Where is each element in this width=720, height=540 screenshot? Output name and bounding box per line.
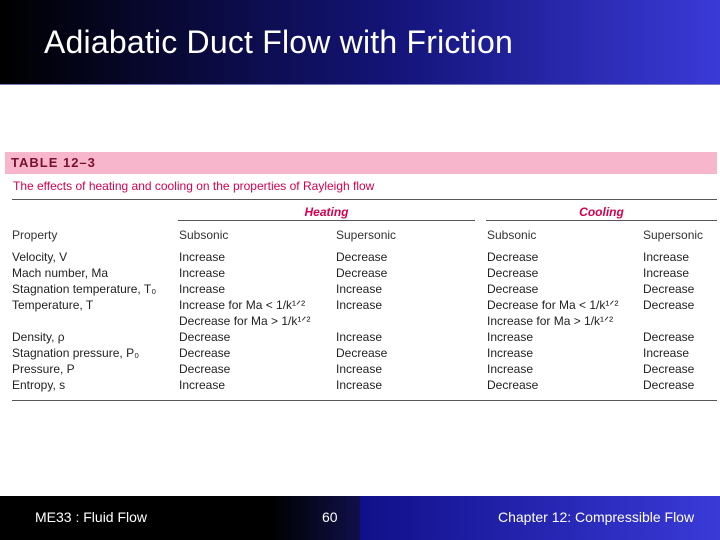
col-header-heating-subsonic: Subsonic [179, 228, 229, 242]
cell-cooling-supersonic: Increase [643, 250, 690, 264]
cell-heating-supersonic: Decrease [336, 266, 388, 280]
cell-heating-subsonic: Increase [179, 266, 226, 280]
table-label: TABLE 12–3 [5, 152, 717, 174]
cell-heating-supersonic: Increase [336, 282, 383, 296]
group-cooling: Cooling [579, 205, 624, 219]
slide-header [0, 0, 720, 85]
cell-heating-supersonic: Decrease [336, 346, 388, 360]
slide-footer [0, 496, 720, 540]
col-header-cooling-supersonic: Supersonic [643, 228, 704, 242]
cell-cooling-subsonic: Increase for Ma > 1/k¹ᐟ² [487, 314, 614, 328]
cell-cooling-subsonic: Increase [487, 346, 534, 360]
cell-heating-subsonic: Increase for Ma < 1/k¹ᐟ² [179, 298, 306, 312]
slide-title: Adiabatic Duct Flow with Friction [44, 24, 513, 60]
col-header-heating-supersonic: Supersonic [336, 228, 397, 242]
cell-property: Pressure, P [12, 362, 75, 376]
cell-heating-supersonic: Increase [336, 330, 383, 344]
cell-property: Mach number, Ma [12, 266, 109, 280]
cell-cooling-subsonic: Increase [487, 330, 534, 344]
cooling-group-rule [486, 220, 717, 221]
footer-chapter: Chapter 12: Compressible Flow [498, 509, 695, 525]
cell-cooling-subsonic: Decrease [487, 266, 539, 280]
cell-heating-subsonic: Increase [179, 282, 226, 296]
cell-heating-supersonic: Increase [336, 298, 383, 312]
cell-cooling-supersonic: Increase [643, 346, 690, 360]
cell-heating-supersonic: Decrease [336, 250, 388, 264]
cell-heating-subsonic: Decrease [179, 346, 231, 360]
table-bottom-rule [12, 400, 717, 401]
footer-right-panel [360, 496, 720, 540]
cell-heating-subsonic: Decrease [179, 330, 231, 344]
cell-cooling-supersonic: Decrease [643, 282, 695, 296]
cell-heating-supersonic: Increase [336, 362, 383, 376]
table-caption: The effects of heating and cooling on the properties of Rayleigh flow [13, 179, 375, 193]
col-header-property: Property [12, 228, 58, 242]
cell-heating-subsonic: Increase [179, 378, 226, 392]
rayleigh-table [5, 152, 717, 193]
cell-cooling-supersonic: Decrease [643, 378, 695, 392]
footer-page-number: 60 [322, 509, 338, 525]
cell-property: Density, ρ [12, 330, 65, 344]
cell-cooling-subsonic: Decrease [487, 250, 539, 264]
cell-property: Stagnation pressure, P₀ [12, 346, 140, 360]
cell-property: Velocity, V [12, 250, 68, 264]
cell-property: Entropy, s [12, 378, 66, 392]
cell-cooling-subsonic: Increase [487, 362, 534, 376]
cell-cooling-subsonic: Decrease [487, 282, 539, 296]
col-header-cooling-subsonic: Subsonic [487, 228, 537, 242]
cell-cooling-subsonic: Decrease [487, 378, 539, 392]
cell-cooling-supersonic: Decrease [643, 362, 695, 376]
cell-cooling-supersonic: Increase [643, 266, 690, 280]
table-top-rule [12, 199, 717, 200]
cell-heating-subsonic: Increase [179, 250, 226, 264]
cell-heating-supersonic: Increase [336, 378, 383, 392]
cell-property: Temperature, T [12, 298, 94, 312]
cell-property: Stagnation temperature, T₀ [12, 282, 157, 296]
cell-heating-subsonic: Decrease for Ma > 1/k¹ᐟ² [179, 314, 311, 328]
heating-group-rule [178, 220, 475, 221]
cell-cooling-supersonic: Decrease [643, 330, 695, 344]
footer-left-panel [0, 496, 360, 540]
cell-heating-subsonic: Decrease [179, 362, 231, 376]
cell-cooling-supersonic: Decrease [643, 298, 695, 312]
cell-cooling-subsonic: Decrease for Ma < 1/k¹ᐟ² [487, 298, 619, 312]
group-heating: Heating [304, 205, 349, 219]
footer-course: ME33 : Fluid Flow [35, 509, 148, 525]
